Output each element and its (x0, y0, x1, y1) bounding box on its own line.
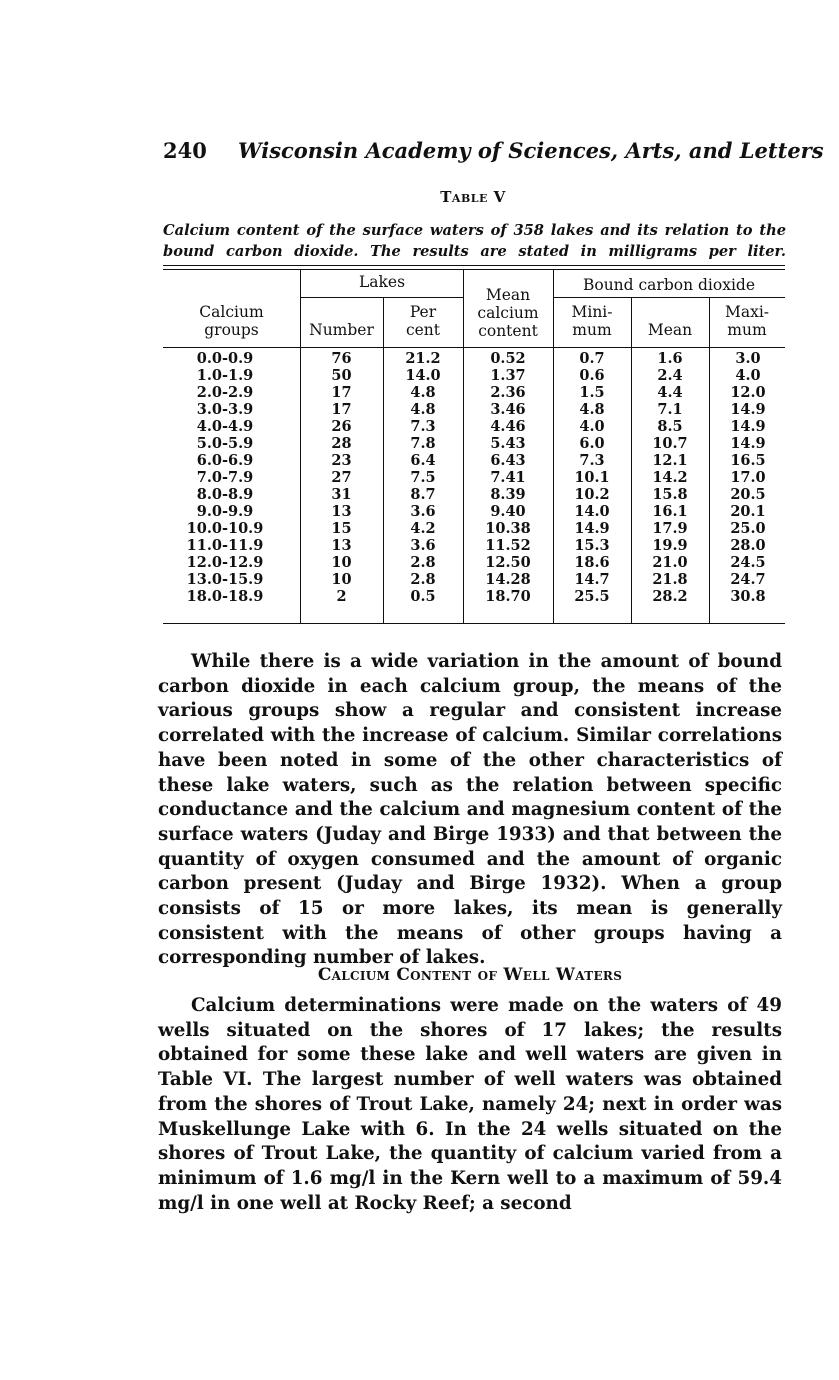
table-cell: 0.5 (410, 588, 436, 605)
table-cell: 3.0 (735, 350, 761, 367)
table-cell: 7.41 (490, 469, 526, 486)
table-cell: 5.0-5.9 (196, 435, 254, 452)
header-mean-calcium-line2: calcium (477, 304, 539, 322)
table-cell: 12.50 (485, 554, 531, 571)
table-cell: 17.0 (730, 469, 766, 486)
table-cell: 0.52 (490, 350, 526, 367)
body-paragraph-2 (158, 994, 782, 1216)
table-cell: 4.0-4.9 (196, 418, 254, 435)
table-cell: 17 (331, 401, 352, 418)
header-per-cent-line1: Per (409, 303, 437, 321)
table-cell: 16.5 (730, 452, 766, 469)
table-cell: 7.8 (410, 435, 436, 452)
table-cell: 0.7 (579, 350, 605, 367)
header-minimum-line2: mum (572, 321, 612, 339)
section-heading (158, 965, 782, 985)
table-cell: 4.0 (735, 367, 761, 384)
table-cell: 2.8 (410, 571, 436, 588)
table-label-text: Table V (440, 188, 506, 206)
table-cell: 2.4 (657, 367, 683, 384)
lakes-underline (300, 297, 464, 298)
co2-underline (553, 297, 785, 298)
header-number: Number (309, 321, 374, 339)
table-cell: 1.5 (579, 384, 605, 401)
table-cell: 4.46 (490, 418, 526, 435)
table-cell: 3.46 (490, 401, 526, 418)
table-cell: 3.6 (410, 503, 436, 520)
table-cell: 12.1 (652, 452, 688, 469)
header-lakes: Lakes (358, 273, 406, 291)
table-cell: 7.0-7.9 (196, 469, 254, 486)
col-co2-maximum (709, 350, 787, 605)
header-per-cent (383, 303, 463, 339)
running-header (163, 138, 824, 168)
table-cell: 2 (336, 588, 347, 605)
table-cell: 14.9 (730, 401, 766, 418)
table-cell: 10.1 (574, 469, 610, 486)
table-bottom-rule (163, 623, 785, 624)
table-cell: 0.0-0.9 (196, 350, 254, 367)
header-calcium-groups (163, 303, 300, 339)
table-cell: 3.6 (410, 537, 436, 554)
header-bound-co2: Bound carbon dioxide (582, 276, 756, 294)
table-cell: 4.8 (579, 401, 605, 418)
table-cell: 10.38 (485, 520, 531, 537)
table-cell: 5.43 (490, 435, 526, 452)
table-cell: 6.4 (410, 452, 436, 469)
table-cell: 25.0 (730, 520, 766, 537)
table-cell: 24.7 (730, 571, 766, 588)
table-cell: 4.4 (657, 384, 683, 401)
table-cell: 9.0-9.9 (196, 503, 254, 520)
col-co2-minimum (553, 350, 631, 605)
body-paragraph-1 (158, 650, 782, 971)
header-mean-calcium (463, 286, 553, 340)
table-cell: 7.5 (410, 469, 436, 486)
journal-title: Wisconsin Academy of Sciences, Arts, and Letters (238, 138, 824, 163)
table-cell: 4.0 (579, 418, 605, 435)
header-per-cent-line2: cent (405, 321, 441, 339)
table-cell: 6.43 (490, 452, 526, 469)
table-label (163, 188, 783, 206)
header-mean-calcium-line1: Mean (485, 286, 531, 304)
table-cell: 18.0-18.9 (186, 588, 264, 605)
table-cell: 31 (331, 486, 352, 503)
table-cell: 28.2 (652, 588, 688, 605)
table-cell: 11.52 (485, 537, 531, 554)
table-cell: 6.0 (579, 435, 605, 452)
header-maximum-line1: Maxi- (724, 303, 770, 321)
table-cell: 27 (331, 469, 352, 486)
table-cell: 13.0-15.9 (186, 571, 264, 588)
table-top-rule (163, 265, 785, 266)
table-cell: 18.6 (574, 554, 610, 571)
table-cell: 13 (331, 537, 352, 554)
table-cell: 0.6 (579, 367, 605, 384)
header-maximum-line2: mum (727, 321, 767, 339)
table-cell: 26 (331, 418, 352, 435)
table-cell: 4.8 (410, 384, 436, 401)
table-cell: 8.39 (490, 486, 526, 503)
header-calcium-groups-line2: groups (204, 321, 259, 339)
col-co2-mean (631, 350, 709, 605)
table-cell: 15 (331, 520, 352, 537)
paragraph-text: Calcium determinations were made on the waters of 49 wells situated on the shores of 17 lakes; the results obtained for some these lake and well waters are given in Table VI. The largest number of well waters was obtained from the shores of Trout Lake, namely 24; next in order was Muskellunge Lake with 6. In the 24 wells situated on the shores of Trout Lake, the quantity of calcium varied from a minimum of 1.6 mg/l in the Kern well to a maximum of 59.4 mg/l in one well at Rocky Reef; a second (158, 995, 782, 1214)
table-cell: 76 (331, 350, 352, 367)
page-number: 240 (163, 138, 207, 163)
table-cell: 8.5 (657, 418, 683, 435)
table-cell: 14.9 (730, 435, 766, 452)
table-cell: 23 (331, 452, 352, 469)
table-cell: 21.0 (652, 554, 688, 571)
table-cell: 10 (331, 571, 352, 588)
table-cell: 2.0-2.9 (196, 384, 254, 401)
table-cell: 28 (331, 435, 352, 452)
table-cell: 13 (331, 503, 352, 520)
table-cell: 6.0-6.9 (196, 452, 254, 469)
table-cell: 14.0 (574, 503, 610, 520)
table-cell: 2.36 (490, 384, 526, 401)
table-cell: 10.7 (652, 435, 688, 452)
table-cell: 24.5 (730, 554, 766, 571)
table-caption: Calcium content of the surface waters of 358 lakes and its relation to the bound carbon dioxide. The results are stated in milligrams per liter. (163, 222, 786, 260)
table-cell: 11.0-11.9 (186, 537, 264, 554)
table-cell: 8.0-8.9 (196, 486, 254, 503)
table-cell: 18.70 (485, 588, 531, 605)
table-cell: 16.1 (652, 503, 688, 520)
header-minimum-line1: Mini- (571, 303, 613, 321)
header-bottom-rule (163, 347, 785, 348)
paragraph-text: While there is a wide variation in the amount of bound carbon dioxide in each calcium group, the means of the various groups show a regular and consistent increase correlated with the increase of calcium. Similar correlations have been noted in some of the other characteristics of these lake waters, such as the relation between specific conductance and the calcium and magnesium content of the surface waters (Juday and Birge 1933) and that between the quantity of oxygen consumed and the amount of organic carbon present (Juday and Birge 1932). When a group consists of 15 or more lakes, its mean is generally consistent with the means of other groups having a corresponding number of lakes. (158, 651, 782, 969)
table-cell: 4.8 (410, 401, 436, 418)
table-cell: 14.9 (574, 520, 610, 537)
table-cell: 15.8 (652, 486, 688, 503)
table-cell: 30.8 (730, 588, 766, 605)
table-cell: 21.8 (652, 571, 688, 588)
header-minimum (553, 303, 631, 339)
header-mean: Mean (647, 321, 693, 339)
table-cell: 14.0 (405, 367, 441, 384)
table-cell: 14.7 (574, 571, 610, 588)
table-cell: 20.1 (730, 503, 766, 520)
table-cell: 7.3 (410, 418, 436, 435)
table-cell: 10.2 (574, 486, 610, 503)
table-cell: 14.28 (485, 571, 531, 588)
col-number (300, 350, 383, 605)
table-cell: 12.0 (730, 384, 766, 401)
table-cell: 17 (331, 384, 352, 401)
table-cell: 19.9 (652, 537, 688, 554)
col-mean-calcium (463, 350, 553, 605)
table-cell: 1.0-1.9 (196, 367, 254, 384)
table-cell: 14.2 (652, 469, 688, 486)
table-cell: 7.1 (657, 401, 683, 418)
table-cell: 25.5 (574, 588, 610, 605)
table-cell: 4.2 (410, 520, 436, 537)
table-cell: 10 (331, 554, 352, 571)
table-cell: 21.2 (405, 350, 441, 367)
table-cell: 1.37 (490, 367, 526, 384)
table-top-rule-inner (163, 269, 785, 270)
section-heading-text: Calcium Content of Well Waters (317, 965, 623, 985)
table-cell: 3.0-3.9 (196, 401, 254, 418)
header-calcium-groups-line1: Calcium (199, 303, 264, 321)
table-cell: 1.6 (657, 350, 683, 367)
table-cell: 20.5 (730, 486, 766, 503)
table-cell: 7.3 (579, 452, 605, 469)
table-cell: 28.0 (730, 537, 766, 554)
table-cell: 15.3 (574, 537, 610, 554)
table-cell: 14.9 (730, 418, 766, 435)
col-per-cent (383, 350, 463, 605)
table-cell: 2.8 (410, 554, 436, 571)
table-cell: 10.0-10.9 (186, 520, 264, 537)
col-calcium-groups (163, 350, 287, 605)
table-cell: 8.7 (410, 486, 436, 503)
table-cell: 50 (331, 367, 352, 384)
header-mean-calcium-line3: content (478, 322, 538, 340)
table-cell: 9.40 (490, 503, 526, 520)
table-cell: 12.0-12.9 (186, 554, 264, 571)
table-cell: 17.9 (652, 520, 688, 537)
header-maximum (709, 303, 785, 339)
